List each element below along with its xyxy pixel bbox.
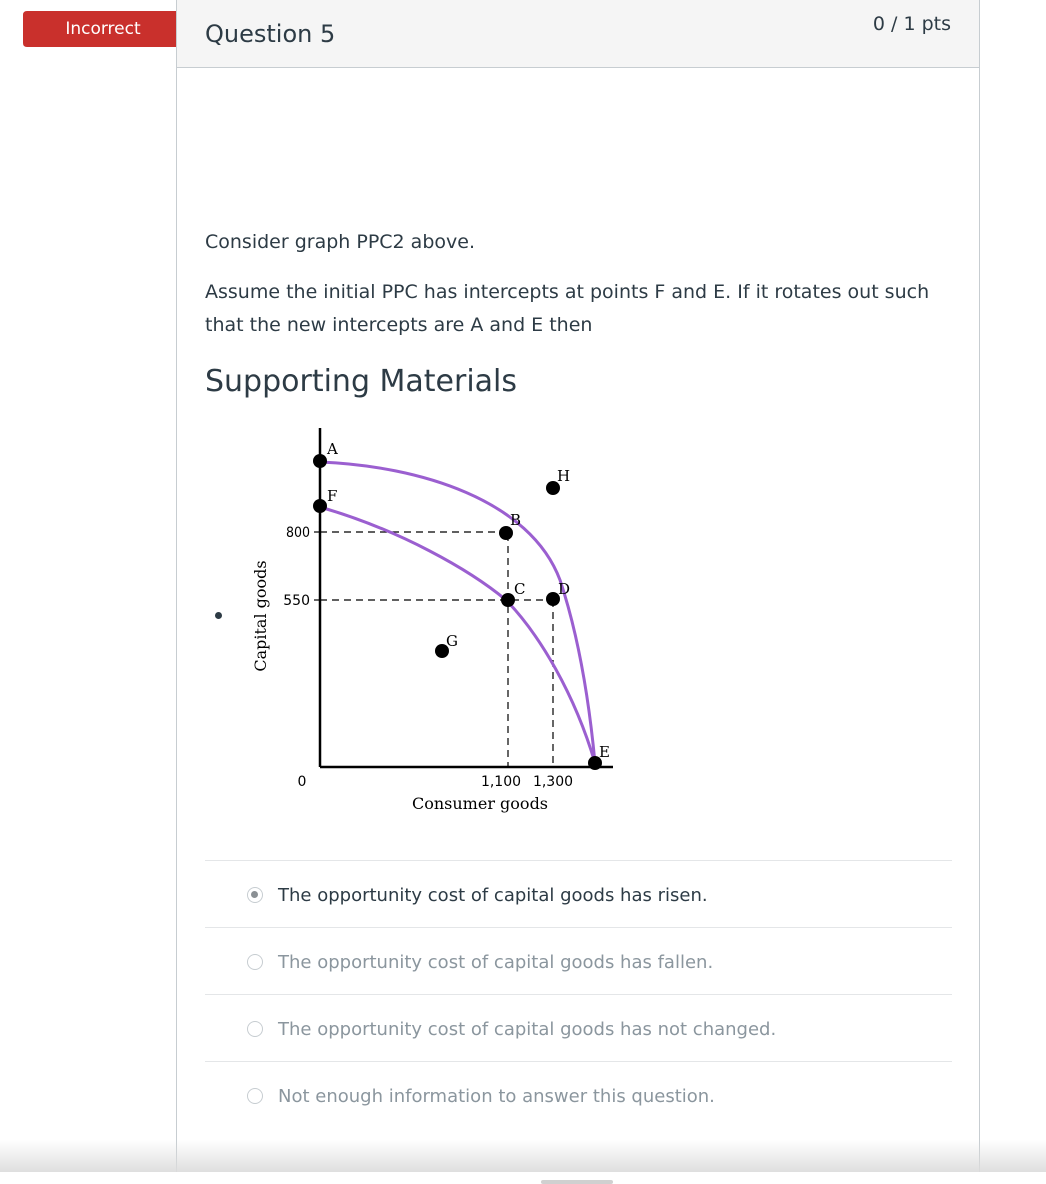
label-G: G: [446, 632, 458, 650]
y-axis-label: Capital goods: [251, 560, 270, 672]
point-C: [501, 593, 515, 607]
point-F: [313, 499, 327, 513]
question-text-1: Consider graph PPC2 above.: [205, 231, 475, 253]
answer-option-4[interactable]: [205, 1061, 952, 1128]
list-bullet: [215, 612, 222, 619]
question-points: 0 / 1 pts: [872, 13, 951, 35]
point-A: [313, 454, 327, 468]
answer-label: The opportunity cost of capital goods has fallen.: [278, 952, 714, 973]
supporting-materials-title: Supporting Materials: [205, 364, 518, 399]
answer-list: [205, 860, 952, 1128]
label-C: C: [514, 580, 526, 598]
radio-selected-icon[interactable]: [247, 887, 263, 903]
answer-option-1[interactable]: [205, 860, 952, 927]
answer-label: The opportunity cost of capital goods has not changed.: [278, 1019, 777, 1040]
question-title: Question 5: [205, 20, 336, 48]
answer-label: Not enough information to answer this question.: [278, 1086, 715, 1107]
radio-icon[interactable]: [247, 954, 263, 970]
label-F: F: [327, 487, 338, 505]
ppc-curve-outer: [320, 462, 595, 763]
label-E: E: [599, 743, 610, 761]
banner-label: Incorrect: [65, 19, 141, 39]
x-tick-label-0: 0: [297, 774, 307, 790]
answer-option-3[interactable]: [205, 994, 952, 1061]
question-header: [177, 0, 979, 68]
x-tick-label-1300: 1,300: [532, 774, 574, 790]
x-axis-label: Consumer goods: [411, 794, 549, 813]
answer-label: The opportunity cost of capital goods has risen.: [278, 885, 708, 906]
label-A: A: [327, 440, 338, 458]
x-tick-label-1100: 1,100: [480, 774, 522, 790]
question-text-2: Assume the initial PPC has intercepts at points F and E. If it rotates out such that the new intercepts are A and E then: [205, 281, 930, 336]
incorrect-banner: [23, 11, 199, 47]
y-tick-label-550: 550: [283, 593, 310, 609]
radio-icon[interactable]: [247, 1021, 263, 1037]
y-tick-label-800: 800: [285, 525, 310, 541]
scrollbar-thumb[interactable]: [541, 1180, 613, 1184]
label-B: B: [510, 511, 522, 529]
label-D: D: [558, 580, 571, 598]
radio-icon[interactable]: [247, 1088, 263, 1104]
ppc-chart: [240, 420, 640, 820]
answer-option-2[interactable]: [205, 927, 952, 994]
bottom-bar: [0, 1172, 1046, 1184]
label-H: H: [557, 467, 571, 485]
